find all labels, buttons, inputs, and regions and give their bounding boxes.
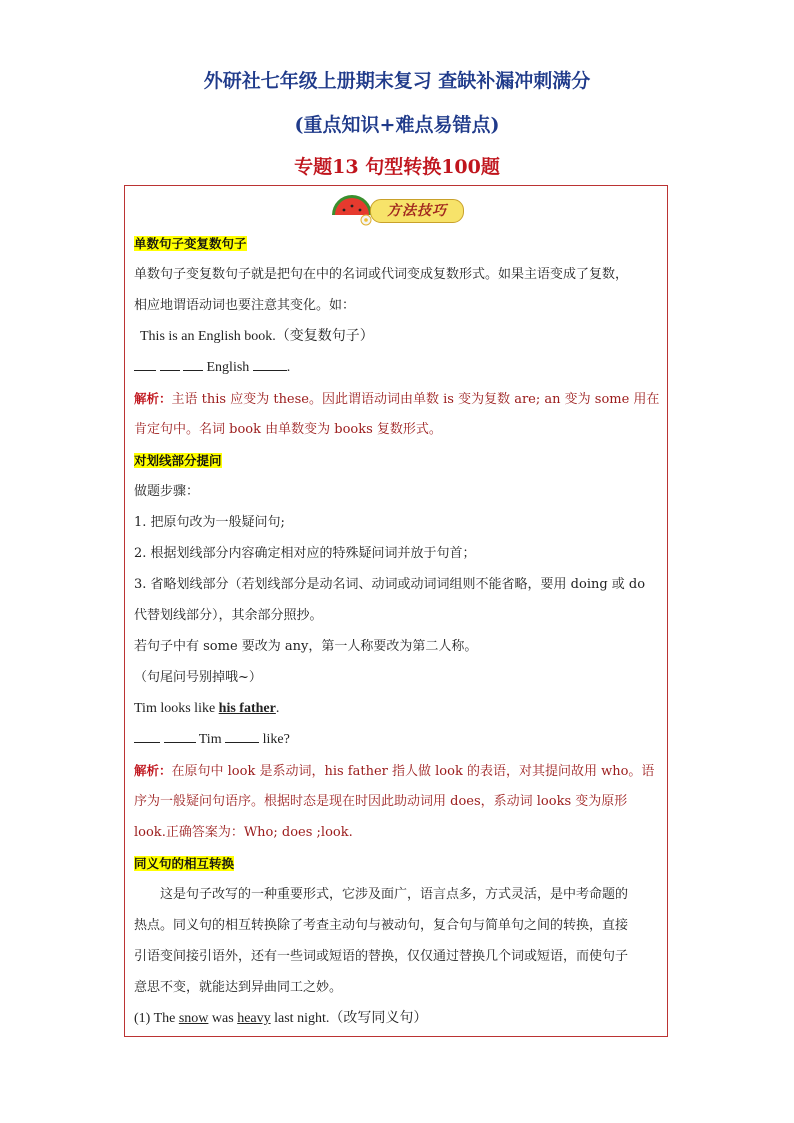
paragraph: 这是句子改写的一种重要形式，它涉及面广，语言点多，方式灵活，是中考命题的 xyxy=(160,887,629,902)
section-heading-synonym: 同义句的相互转换 xyxy=(134,856,235,871)
example-sentence: (1) The snow was heavy last night.（改写同义句） xyxy=(134,1011,428,1026)
analysis-cont: 肯定句中。名词 book 由单数变为 books 复数形式。 xyxy=(134,422,442,437)
note: 若句子中有 some 要改为 any，第一人称要改为第二人称。 xyxy=(134,639,478,654)
analysis-cont: 序为一般疑问句语序。根据时态是现在时因此助动词用 does，系动词 looks 变为原形 xyxy=(134,794,628,809)
analysis: 解析：在原句中 look 是系动词，his father 指人做 look 的表语，对其提问故用 who。语 xyxy=(134,763,655,779)
step-item: 1. 把原句改为一般疑问句; xyxy=(134,515,285,530)
step-item: 3. 省略划线部分（若划线部分是动名词、动词或动词词组则不能省略，要用 doing 或 do xyxy=(134,577,646,592)
topic-title: 专题13 句型转换100题 xyxy=(294,156,500,178)
method-banner xyxy=(328,193,466,227)
section-heading-plural: 单数句子变复数句子 xyxy=(134,236,247,251)
doc-subtitle: (重点知识+难点易错点) xyxy=(294,114,500,136)
content-body xyxy=(134,230,660,1034)
analysis: 解析：主语 this 应变为 these。因此谓语动词由单数 is 变为复数 are; an 变为 some 用在 xyxy=(134,391,660,407)
banner-label: 方法技巧 xyxy=(370,199,464,223)
steps-title: 做题步骤： xyxy=(134,484,200,499)
answer-blanks: Tim like? xyxy=(134,724,660,755)
analysis-cont: look.正确答案为：Who; does ;look. xyxy=(134,825,353,840)
underlined-part: his father xyxy=(218,701,276,716)
paragraph: 意思不变，就能达到异曲同工之妙。 xyxy=(134,980,343,995)
doc-title: 外研社七年级上册期末复习 查缺补漏冲刺满分 xyxy=(203,70,591,92)
answer-blanks: English . xyxy=(134,352,660,383)
example-sentence: Tim looks like his father. xyxy=(134,701,280,716)
paragraph: 热点。同义句的相互转换除了考查主动句与被动句，复合句与简单句之间的转换，直接 xyxy=(134,918,629,933)
paragraph: 单数句子变复数句子就是把句在中的名词或代词变成复数形式。如果主语变成了复数， xyxy=(134,267,629,282)
step-item: 2. 根据划线部分内容确定相对应的特殊疑问词并放于句首； xyxy=(134,546,476,561)
paragraph: 相应地谓语动词也要注意其变化。如： xyxy=(134,298,356,313)
example-sentence: This is an English book.（变复数句子） xyxy=(140,329,374,344)
paragraph: 引语变间接引语外，还有一些词或短语的替换，仅仅通过替换几个词或短语，而使句子 xyxy=(134,949,629,964)
step-item-cont: 代替划线部分），其余部分照抄。 xyxy=(134,608,323,623)
reminder: （句尾问号别掉哦~） xyxy=(134,670,262,685)
section-heading-question: 对划线部分提问 xyxy=(134,453,222,468)
